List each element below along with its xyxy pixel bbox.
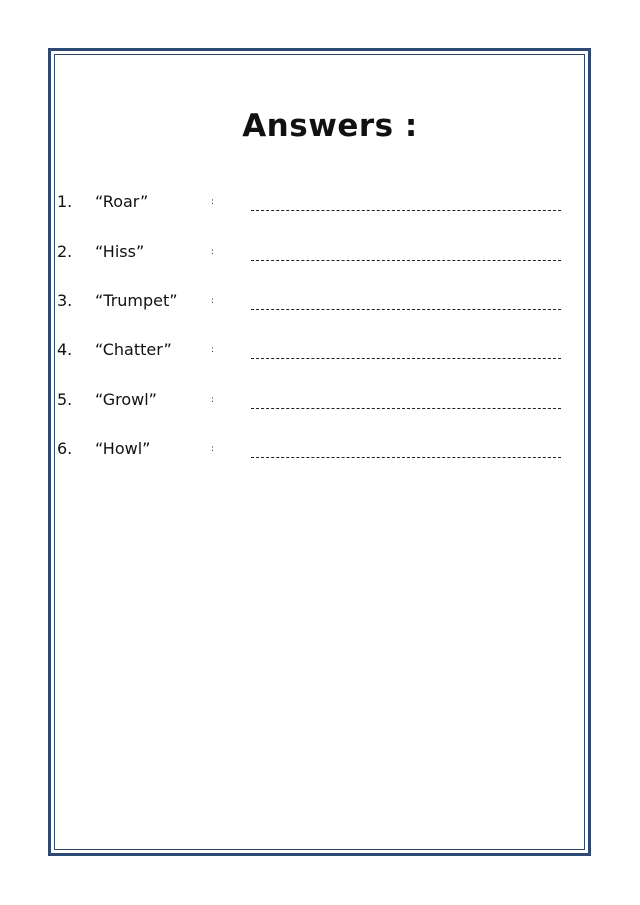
answer-blank-line bbox=[251, 309, 561, 310]
answer-blank-line bbox=[251, 210, 561, 211]
page-title: Answers : bbox=[242, 108, 418, 144]
answer-row-6 bbox=[0, 437, 640, 467]
item-separator: : bbox=[211, 345, 215, 355]
answer-row-5 bbox=[0, 388, 640, 418]
item-word: “Growl” bbox=[95, 390, 157, 409]
item-word: “Hiss” bbox=[95, 242, 145, 261]
answer-blank-line bbox=[251, 457, 561, 458]
item-separator: : bbox=[211, 197, 215, 207]
item-separator: : bbox=[211, 247, 215, 257]
item-word: “Howl” bbox=[95, 439, 151, 458]
item-word: “Trumpet” bbox=[95, 291, 178, 310]
answer-row-2 bbox=[0, 240, 640, 270]
answer-blank-line bbox=[251, 260, 561, 261]
answer-blank-line bbox=[251, 358, 561, 359]
item-number: 4. bbox=[57, 340, 73, 359]
item-number: 5. bbox=[57, 390, 73, 409]
answer-row-3 bbox=[0, 289, 640, 319]
item-number: 1. bbox=[57, 192, 73, 211]
item-word: “Chatter” bbox=[95, 340, 172, 359]
item-word: “Roar” bbox=[95, 192, 149, 211]
item-number: 2. bbox=[57, 242, 73, 261]
answer-blank-line bbox=[251, 408, 561, 409]
item-number: 6. bbox=[57, 439, 73, 458]
answer-row-4 bbox=[0, 338, 640, 368]
item-separator: : bbox=[211, 395, 215, 405]
answer-row-1 bbox=[0, 190, 640, 220]
item-separator: : bbox=[211, 296, 215, 306]
item-separator: : bbox=[211, 444, 215, 454]
item-number: 3. bbox=[57, 291, 73, 310]
